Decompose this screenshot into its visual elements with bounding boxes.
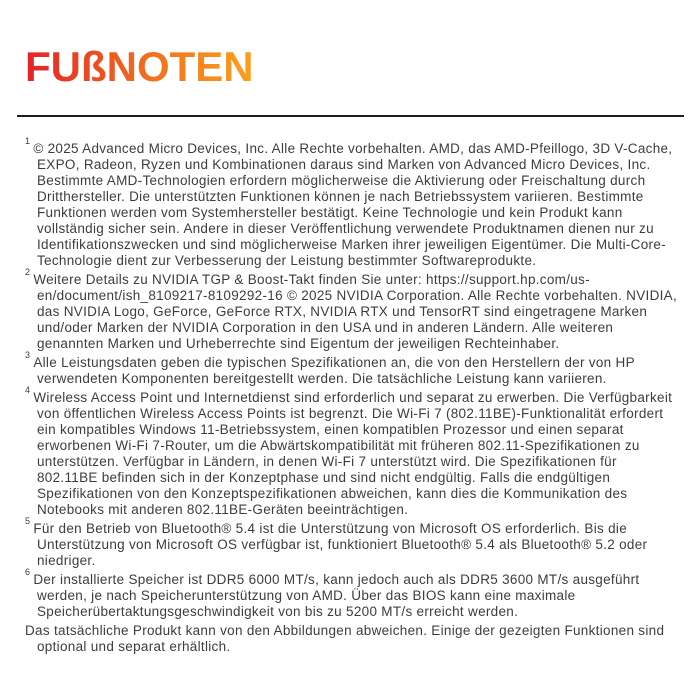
footnote-4-marker: 4 (25, 384, 31, 395)
footnote-6 (25, 566, 680, 620)
footnote-2-marker: 2 (25, 266, 31, 277)
footnote-3-marker: 3 (25, 349, 31, 360)
footnote-3 (25, 349, 680, 387)
footnote-5-marker: 5 (25, 515, 31, 526)
footnote-2 (25, 266, 680, 352)
footnote-1 (25, 135, 680, 269)
footnote-3-text: Alle Leistungsdaten geben die typischen Spezifikationen an, die von den Herstellern der von HP verwendeten Komponenten bereitgestellt werden. Die tatsächliche Leistung kann variieren. (33, 355, 635, 386)
footnote-4-text: Wireless Access Point und Internetdienst sind erforderlich und separat zu erwerben. Die Verfügbarkeit von öffentlichen Wireless Access Points ist begrenzt. Die Wi-Fi 7 (802.11BE)-Funktionalität erfordert ein kompatibles Windows 11-Betriebssystem, einen kompatiblen Prozessor und einen separat erworbenen Wi-Fi 7-Router, um die Abwärtskompatibilität mit früheren 802.11-Spezifikationen zu unterstützen. Verfügbar in Ländern, in denen Wi-Fi 7 unterstützt wird. Die Spezifikationen für 802.11BE befinden sich in der Konzeptphase und sind nicht endgültig. Falls die endgültigen Spezifikationen von den Konzeptspezifikationen abweichen, kann dies die Kommunikation des Notebooks mit anderen 802.11BE-Geräten beeinträchtigen. (33, 390, 673, 517)
footnote-1-text: © 2025 Advanced Micro Devices, Inc. Alle Rechte vorbehalten. AMD, das AMD-Pfeillogo, 3D V-Cache, EXPO, Radeon, Ryzen und Kombinationen daraus sind Marken von Advanced Micro Devices, Inc. Bestimmte AMD-Technologien erfordern möglicherweise die Aktivierung oder Freischaltung durch Dritthersteller. Die unterstützten Funktionen können je nach Betriebssystem variieren. Bestimmte Funktionen werden vom Systemhersteller bestätigt. Keine Technologie und kein Produkt kann vollständig sicher sein. Andere in dieser Veröffentlichung verwendete Produktnamen dienen nur zu Identifikationszwecken und sind möglicherweise Marken ihrer jeweiligen Eigentümer. Die Multi-Core-Technologie dient zur Verbesserung der Leistung bestimmter Softwareprodukte. (33, 141, 673, 268)
footnote-5 (25, 515, 680, 569)
footnote-2-text: Weitere Details zu NVIDIA TGP & Boost-Takt finden Sie unter: https://support.hp.com/us-en/document/ish_8109217-8109292-16 © 2025 NVIDIA Corporation. Alle Rechte vorbehalten. NVIDIA, das NVIDIA Logo, GeForce, GeForce RTX, NVIDIA RTX und TensorRT sind eingetragene Marken und/oder Marken der NVIDIA Corporation in den USA und in anderen Ländern. Alle weiteren genannten Marken und Urheberrechte sind Eigentum der jeweiligen Rechteinhaber. (33, 272, 678, 351)
footnote-4 (25, 384, 680, 518)
page-title: FUßNOTEN (25, 43, 254, 90)
footnote-1-marker: 1 (25, 135, 31, 146)
footnote-5-text: Für den Betrieb von Bluetooth® 5.4 ist die Unterstützung von Microsoft OS erforderlich. Bis die Unterstützung von Microsoft OS verfügbar ist, funktioniert Bluetooth® 5.4 als Bluetooth® 5.2 oder niedriger. (33, 521, 648, 568)
footnote-6-text: Der installierte Speicher ist DDR5 6000 MT/s, kann jedoch auch als DDR5 3600 MT/s ausgeführt werden, je nach Speicherunterstützung von AMD. Über das BIOS kann eine maximale Speicherübertaktungsgeschwindigkeit von bis zu 5200 MT/s erreicht werden. (33, 572, 640, 619)
footnotes-section (25, 135, 680, 655)
closing-note: Das tatsächliche Produkt kann von den Abbildungen abweichen. Einige der gezeigten Funktionen sind optional und separat erhältlich. (25, 623, 665, 654)
title-divider (17, 115, 684, 117)
footnote-6-marker: 6 (25, 566, 31, 577)
